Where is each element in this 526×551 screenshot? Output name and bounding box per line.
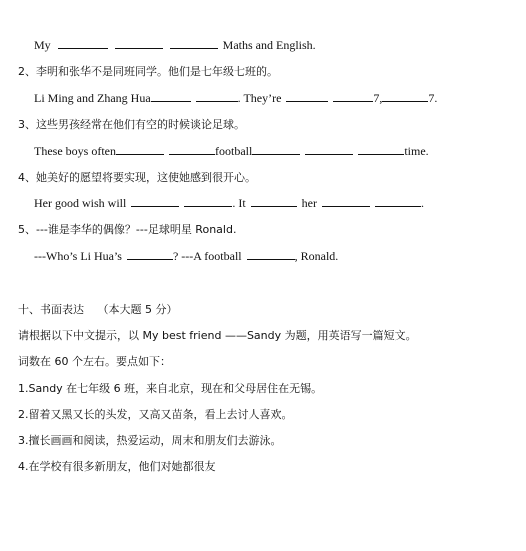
q4-her: her [301,196,317,210]
section10-point-3: 3.擅长画画和阅读，热爱运动，周末和朋友们去游泳。 [18,434,282,447]
section10-heading: 十、书面表达 [18,303,84,316]
q5-answer-line [34,248,338,264]
q1-end: Maths and English. [222,38,316,52]
q4-blank-1[interactable] [131,195,179,207]
section10-point-4: 4.在学校有很多新朋友，他们对她都很友 [18,460,216,473]
q3-mid: football [214,144,253,158]
q3-blank-3[interactable] [252,143,300,155]
q4-start: Her good wish will [34,196,127,210]
q1-blank-2[interactable] [115,37,163,49]
q4-blank-3[interactable] [251,195,297,207]
q5-prompt: 5、---谁是李华的偶像？---足球明星 Ronald. [18,223,237,236]
q2-blank-1[interactable] [151,90,191,102]
section10-point-1: 1.Sandy 在七年级 6 班，来自北京，现在和父母居住在无锡。 [18,382,323,395]
q5-end: , Ronald. [294,249,339,263]
q3-blank-5[interactable] [358,143,404,155]
q4-blank-5[interactable] [375,195,421,207]
q2-blank-3[interactable] [286,90,328,102]
section10-word-count: 词数在 60 个左右。要点如下： [18,355,171,368]
q2-blank-2[interactable] [196,90,238,102]
q2-start: Li Ming and Zhang Hua [34,91,151,105]
q2-answer-line [34,90,437,106]
q3-answer-line [34,143,429,159]
q4-answer-line [34,195,424,211]
q5-blank-2[interactable] [247,248,295,260]
q3-end: time. [404,144,429,158]
q1-blank-3[interactable] [170,37,218,49]
q4-blank-2[interactable] [184,195,232,207]
q1-blank-1[interactable] [58,37,108,49]
q2-blank-5[interactable] [382,90,428,102]
q2-mid: . They’re [237,91,282,105]
q3-prompt: 3、这些男孩经常在他们有空的时候谈论足球。 [18,118,245,131]
q1-answer-line [34,37,316,53]
section10-heading-line [18,302,178,318]
q5-mid: ? ---A football [172,249,242,263]
q4-end: . [421,196,424,210]
section10-score: （本大题 5 分） [97,303,178,316]
q4-blank-4[interactable] [322,195,370,207]
q3-blank-2[interactable] [169,143,215,155]
q5-start: ---Who’s Li Hua’s [34,249,122,263]
q5-blank-1[interactable] [127,248,173,260]
q3-blank-1[interactable] [116,143,164,155]
q1-start: My [34,38,51,52]
q2-num2: 7. [428,91,438,105]
section10-instruction: 请根据以下中文提示，以 My best friend ——Sandy 为题，用英语写一篇短文。 [18,329,417,342]
q2-num1: 7, [373,91,383,105]
q3-blank-4[interactable] [305,143,353,155]
q4-prompt: 4、她美好的愿望将要实现，这使她感到很开心。 [18,171,256,184]
q4-it: . It [232,196,246,210]
section10-point-2: 2.留着又黑又长的头发，又高又苗条，看上去讨人喜欢。 [18,408,293,421]
q2-blank-4[interactable] [333,90,373,102]
q2-prompt: 2、李明和张华不是同班同学。他们是七年级七班的。 [18,65,278,78]
q3-start: These boys often [34,144,116,158]
